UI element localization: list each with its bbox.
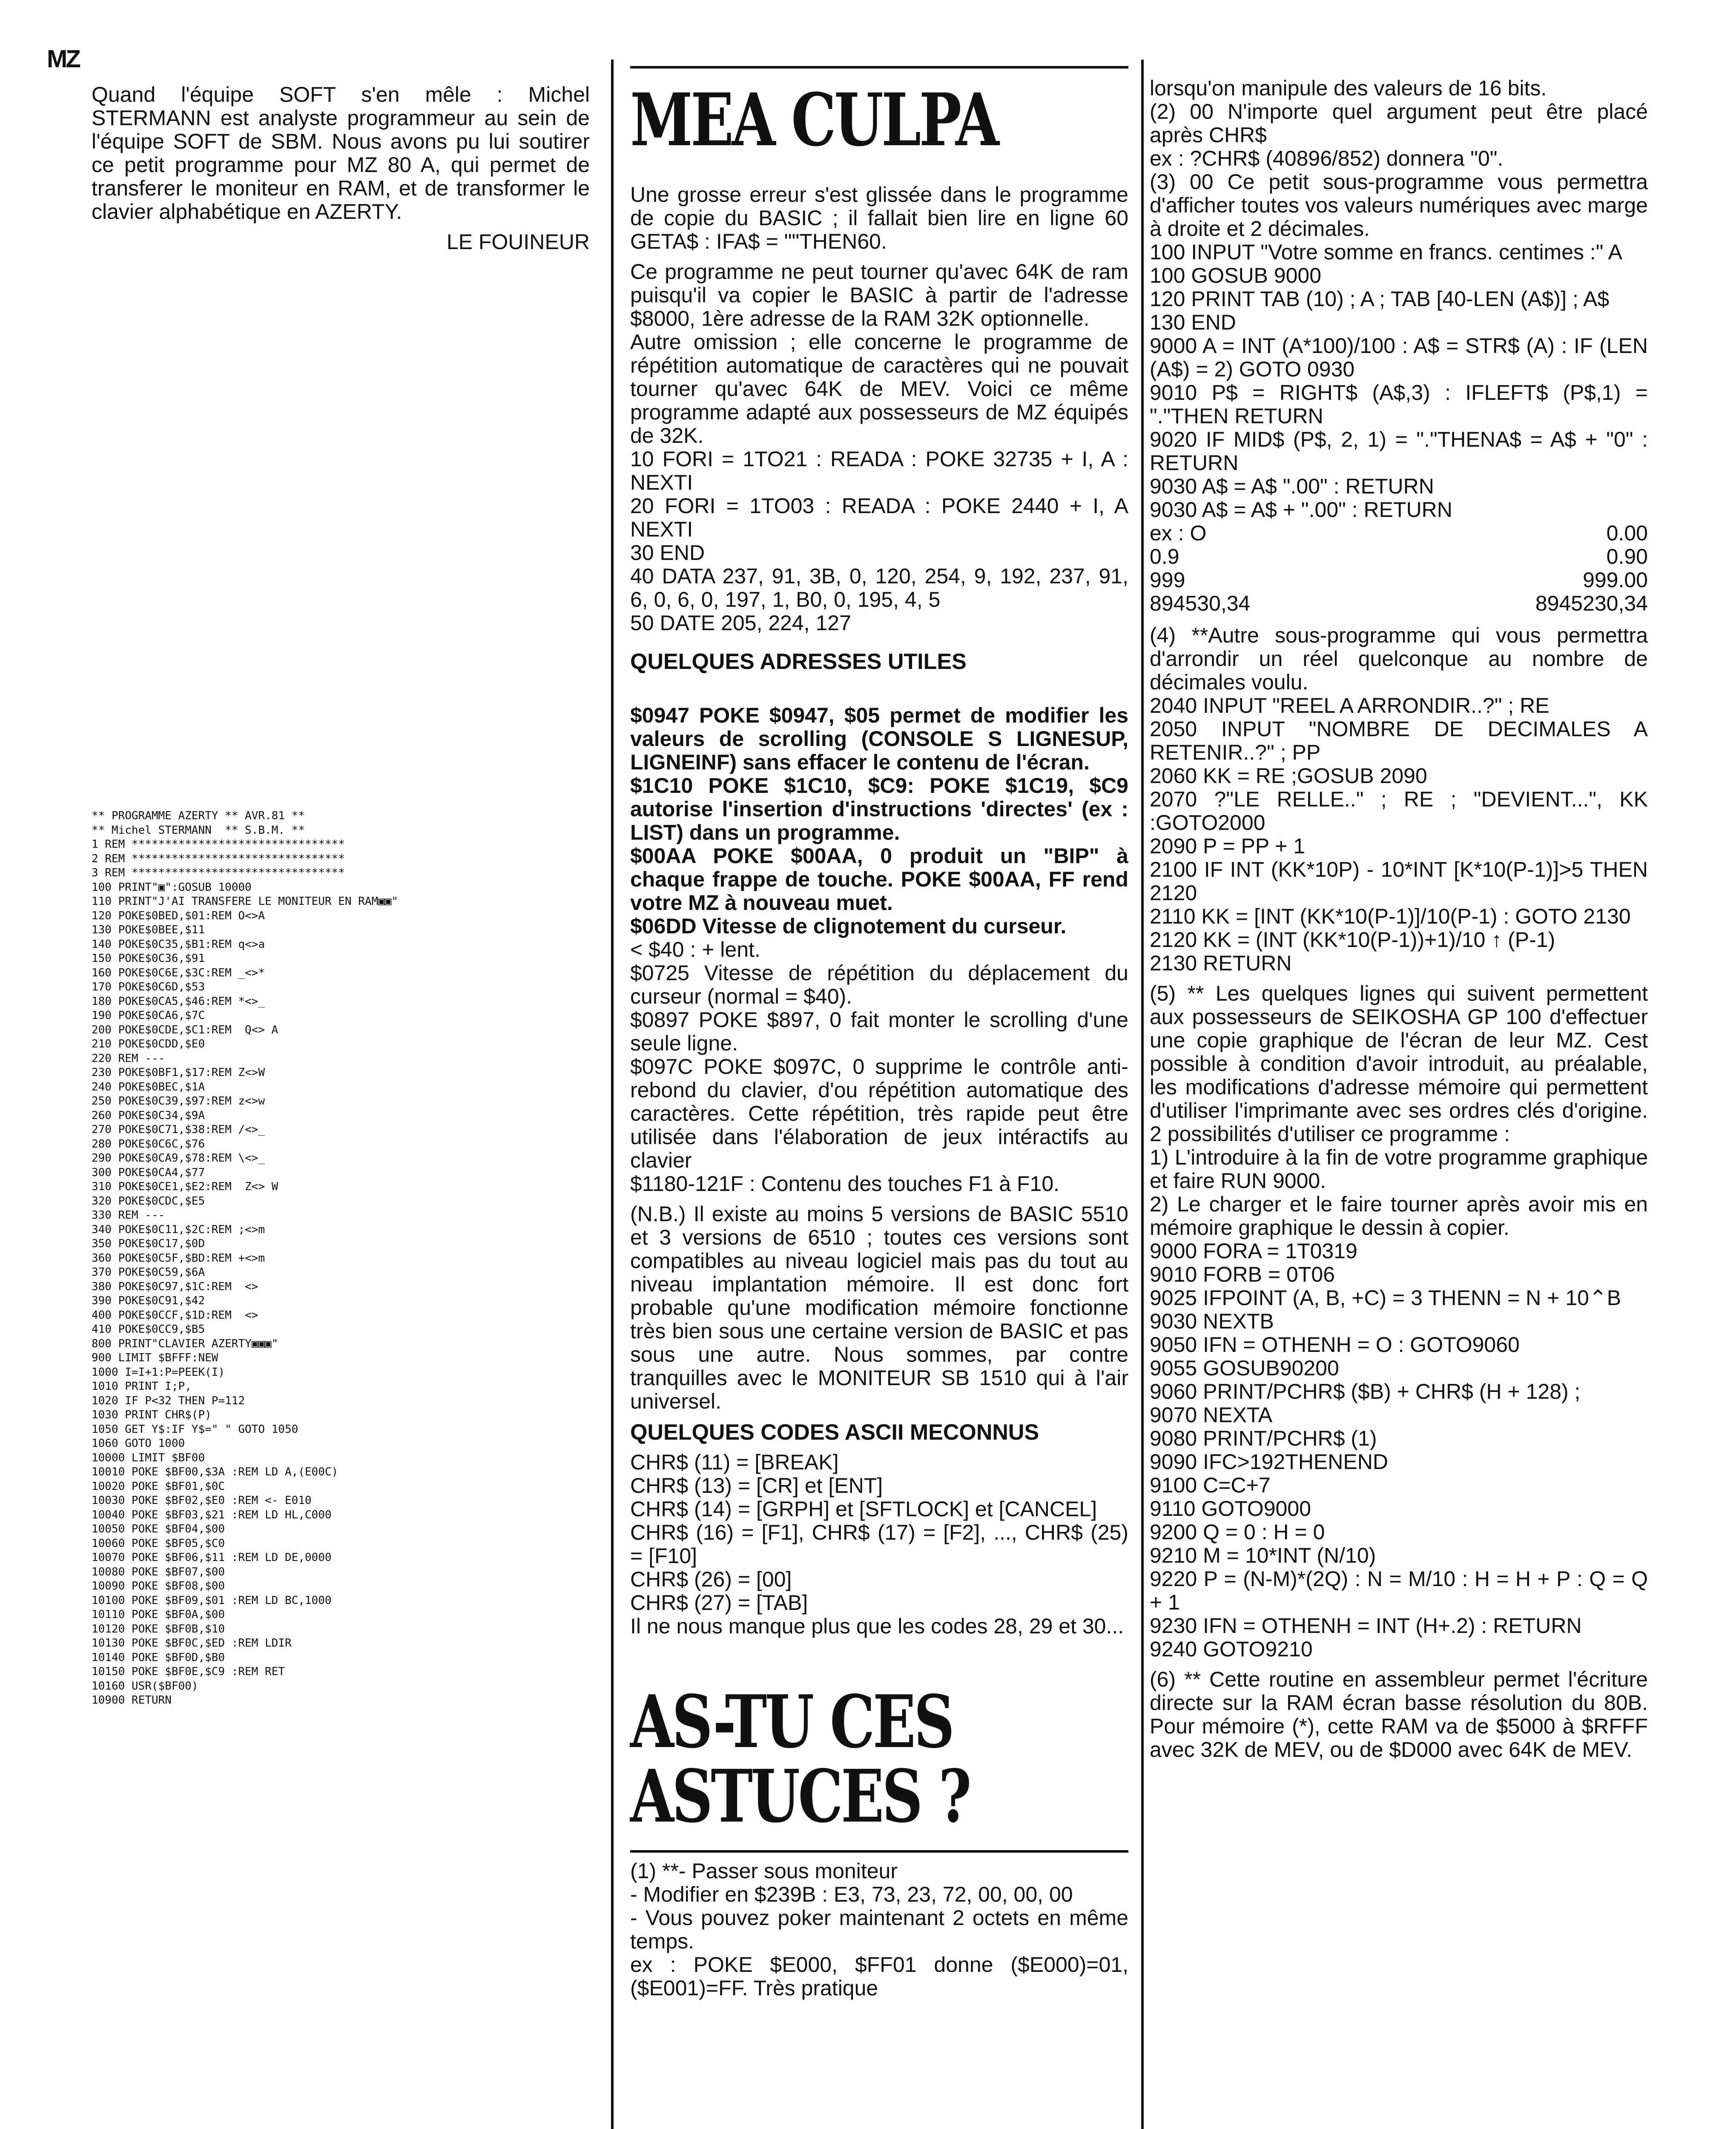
signature: LE FOUINEUR: [446, 230, 590, 254]
listing-line: 10100 POKE $BF09,$01 :REM LD BC,1000: [92, 1594, 332, 1607]
listing-line: 10040 POKE $BF03,$21 :REM LD HL,C000: [92, 1508, 332, 1521]
headline-astuces-2: ASTUCES ?: [630, 1754, 970, 1839]
listing-line: 1030 PRINT CHR$(P): [92, 1409, 212, 1421]
listing-line: 10900 RETURN: [92, 1694, 172, 1707]
tips-part-2: (4) **Autre sous-programme qui vous permettra d'arrondir un réel quelconque au nombre de décimales voulu. 2040 INPUT "REEL A ARRONDIR..?" ; RE 2050 INPUT "NOMBRE DE DECIMALES A RETENIR..?" ; PP 2060 KK = RE ;GOSUB 2090 2070 ?"LE RELLE.." ; RE ; "DEVIENT...", KK :GOTO2000 2090 P = PP + 1 2100 IF INT (KK*10P) - 10*INT [K*10(P-1)]>5 THEN 2120 2110 KK = [INT (KK*10(P-1)]/10(P-1) : GOTO 2130 2120 KK = (INT (KK*10(P-1))+1)/10 ↑ (P-1) 2130 RETURN: [1150, 623, 1648, 975]
headline-astuces-1: AS-TU CES: [630, 1679, 953, 1765]
subhead-adresses: QUELQUES ADRESSES UTILES: [630, 649, 967, 674]
listing-line: 120 POKE$0BED,$01:REM O<>A: [92, 909, 265, 922]
mz-logo: MZ: [47, 45, 79, 73]
listing-line: 10060 POKE $BF05,$C0: [92, 1537, 225, 1550]
listing-line: 10020 POKE $BF01,$0C: [92, 1480, 225, 1493]
example-row: 999 999.00: [1150, 568, 1648, 592]
listing-line: 340 POKE$0C11,$2C:REM ;<>m: [92, 1223, 265, 1236]
listing-line: 10010 POKE $BF00,$3A :REM LD A,(E00C): [92, 1466, 339, 1478]
listing-line: 140 POKE$0C35,$B1:REM q<>a: [92, 938, 265, 951]
column-rule-left: [611, 60, 614, 2129]
listing-line: 2 REM ********************************: [92, 852, 345, 865]
listing-line: 1060 GOTO 1000: [92, 1437, 185, 1450]
listing-line: ** PROGRAMME AZERTY ** AVR.81 **: [92, 809, 305, 822]
example-row: 0.9 0.90: [1150, 545, 1648, 568]
tips-part-1: lorsqu'on manipule des valeurs de 16 bits. (2) 00 N'importe quel argument peut être placé après CHR$ ex : ?CHR$ (40896/852) donnera "0". (3) 00 Ce petit sous-programme vous permettra d'afficher toutes vos valeurs numériques avec marge à droite et 2 décimales. 100 INPUT "Votre somme en francs. centimes :" A 100 GOSUB 9000 120 PRINT TAB (10) ; A ; TAB [40-LEN (A$)] ; A$ 130 END 9000 A = INT (A*100)/100 : A$ = STR$ (A) : IF (LEN (A$) = 2) GOTO 0930 9010 P$ = RIGHT$ (A$,3) : IFLEFT$ (P$,1) = "."THEN RETURN 9020 IF MID$ (P$, 2, 1) = "."THENA$ = A$ + "0" : RETURN 9030 A$ = A$ ".00" : RETURN 9030 A$ = A$ + ".00" : RETURN: [1150, 76, 1648, 522]
listing-line: 220 REM ---: [92, 1052, 165, 1065]
listing-line: 110 PRINT"J'AI TRANSFERE LE MONITEUR EN RAM▣▣": [92, 895, 399, 908]
listing-line: 10070 POKE $BF06,$11 :REM LD DE,0000: [92, 1551, 332, 1564]
tips-part-3: (5) ** Les quelques lignes qui suivent permettent aux possesseurs de SEIKOSHA GP 100 d'effectuer une copie graphique de l'écran de leur MZ. Cest possible à condition d'avoir introduit, au préalable, les modifications d'adresse mémoire qui permettent d'utiliser l'imprimante avec ses ordres clés d'origine. 2 possibilités d'utiliser ce programme : 1) L'introduire à la fin de votre programme graphique et faire RUN 9000. 2) Le charger et le faire tourner après avoir mis en mémoire graphique le dessin à copier. 9000 FORA = 1T0319 9010 FORB = 0T06 9025 IFPOINT (A, B, +C) = 3 THENN = N + 10⌃B 9030 NEXTB 9050 IFN = OTHENH = O : GOTO9060 9055 GOSUB90200 9060 PRINT/PCHR$ ($B) + CHR$ (H + 128) ; 9070 NEXTA 9080 PRINT/PCHR$ (1) 9090 IFC>192THENEND 9100 C=C+7 9110 GOTO9000 9200 Q = 0 : H = 0 9210 M = 10*INT (N/10) 9220 P = (N-M)*(2Q) : N = M/10 : H = H + P : Q = Q + 1 9230 IFN = OTHENH = INT (H+.2) : RETURN 9240 GOTO9210: [1150, 981, 1648, 1661]
column-middle: [630, 70, 1128, 2007]
listing-line: 330 REM ---: [92, 1209, 165, 1222]
column-rule-right: [1141, 60, 1144, 2129]
listing-line: 10150 POKE $BF0E,$C9 :REM RET: [92, 1665, 285, 1678]
program-listing: [92, 809, 594, 1708]
listing-line: 210 POKE$0CDD,$E0: [92, 1038, 205, 1050]
listing-line: 800 PRINT"CLAVIER AZERTY▣▣▣": [92, 1337, 278, 1350]
program-paragraph: Ce programme ne peut tourner qu'avec 64K de ram puisqu'il va copier le BASIC à partir de l'adresse $8000, 1ère adresse de la RAM 32K optionnelle. Autre omission ; elle concerne le programme de répétition automatique de caractères qui ne pouvait tourner qu'avec 64K de MEV. Voici ce même programme adapté aux possesseurs de MZ équipés de 32K. 10 FORI = 1TO21 : READA : POKE 32735 + I, A : NEXTI 20 FORI = 1TO03 : READA : POKE 2440 + I, A NEXTI 30 END 40 DATA 237, 91, 3B, 0, 120, 254, 9, 192, 237, 91, 6, 0, 6, 0, 197, 1, B0, 0, 195, 4, 5 50 DATE 205, 224, 127: [630, 260, 1128, 635]
listing-line: ** Michel STERMANN ** S.B.M. **: [92, 823, 305, 837]
listing-line: 400 POKE$0CCF,$1D:REM <>: [92, 1308, 258, 1322]
listing-line: 350 POKE$0C17,$0D: [92, 1237, 205, 1250]
listing-line: 170 POKE$0C6D,$53: [92, 981, 205, 993]
listing-line: 1000 I=I+1:P=PEEK(I): [92, 1366, 225, 1379]
example-row: ex : O 0.00: [1150, 521, 1648, 545]
listing-line: 10110 POKE $BF0A,$00: [92, 1608, 225, 1621]
listing-line: 1 REM ********************************: [92, 838, 345, 851]
listing-line: 900 LIMIT $BFFF:NEW: [92, 1351, 218, 1364]
listing-line: 130 POKE$0BEE,$11: [92, 924, 205, 936]
addresses-normal: < $40 : + lent. $0725 Vitesse de répétition du déplacement du curseur (normal = $40). $0897 POKE $897, 0 fait monter le scrolling d'une seule ligne. $097C POKE $097C, 0 supprime le contrôle anti-rebond du clavier, d'ou répétition automatique des caractères. Cette répétition, très rapide peut être utilisée dans l'élaboration de jeux intéractifs au clavier $1180-121F : Contenu des touches F1 à F10.: [630, 938, 1128, 1196]
listing-line: 10080 POKE $BF07,$00: [92, 1565, 225, 1578]
listing-line: 370 POKE$0C59,$6A: [92, 1266, 205, 1279]
headline-mea-culpa: MEA CULPA: [630, 77, 998, 163]
listing-line: 10140 POKE $BF0D,$B0: [92, 1651, 225, 1664]
listing-line: 1010 PRINT I;P,: [92, 1380, 192, 1393]
listing-line: 230 POKE$0BF1,$17:REM Z<>W: [92, 1066, 265, 1079]
listing-line: 160 POKE$0C6E,$3C:REM _<>*: [92, 966, 265, 979]
addresses-bold: $0947 POKE $0947, $05 permet de modifier les valeurs de scrolling (CONSOLE S LIGNESUP, LIGNEINF) sans effacer le contenu de l'écran. $1C10 POKE $1C10, $C9: POKE $1C19, $C9 autorise l'insertion d'instructions 'directes' (ex : LIST) dans un programme. $00AA POKE $00AA, 0 produit un "BIP" à chaque frappe de touche. POKE $00AA, FF rend votre MZ à nouveau muet. $06DD Vitesse de clignotement du curseur.: [630, 703, 1128, 938]
ascii-codes: CHR$ (11) = [BREAK] CHR$ (13) = [CR] et [ENT] CHR$ (14) = [GRPH] et [SFTLOCK] et [CANCEL] CHR$ (16) = [F1], CHR$ (17) = [F2], ..., CHR$ (25) = [F10] CHR$ (26) = [00] CHR$ (27) = [TAB] Il ne nous manque plus que les codes 28, 29 et 30...: [630, 1450, 1128, 1638]
listing-line: 240 POKE$0BEC,$1A: [92, 1080, 205, 1093]
listing-line: 180 POKE$0CA5,$46:REM *<>_: [92, 995, 265, 1008]
examples-table: [1150, 522, 1648, 615]
listing-line: 10090 POKE $BF08,$00: [92, 1580, 225, 1592]
listing-line: 310 POKE$0CE1,$E2:REM Z<> W: [92, 1180, 278, 1193]
listing-line: 190 POKE$0CA6,$7C: [92, 1009, 205, 1022]
nb-paragraph: (N.B.) Il existe au moins 5 versions de BASIC 5510 et 3 versions de 6510 ; toutes ces versions sont compatibles au niveau logiciel mais pas du tout au niveau implantation mémoire. Il est donc fort probable qu'une modification mémoire fonctionne très bien sous une certaine version de BASIC et pas sous une autre. Nous sommes, par contre tranquilles avec le MONITEUR SB 1510 qui à l'air universel.: [630, 1202, 1128, 1413]
listing-line: 270 POKE$0C71,$38:REM /<>_: [92, 1123, 265, 1136]
listing-line: 390 POKE$0C91,$42: [92, 1294, 205, 1307]
listing-line: 300 POKE$0CA4,$77: [92, 1166, 205, 1179]
top-rule: [630, 66, 1128, 69]
listing-line: 280 POKE$0C6C,$76: [92, 1137, 205, 1151]
listing-line: 1050 GET Y$:IF Y$=" " GOTO 1050: [92, 1423, 298, 1436]
tips-part-4: (6) ** Cette routine en assembleur permet l'écriture directe sur la RAM écran basse résolution du 80B. Pour mémoire (*), cette RAM va de $5000 à $RFFF avec 32K de MEV, ou de $D000 avec 64K de MEV.: [1150, 1667, 1648, 1762]
column-right: [1150, 77, 1648, 1768]
intro-paragraph: Quand l'équipe SOFT s'en mêle : Michel STERMANN est analyste programmeur au sein de l'équipe SOFT de SBM. Nous avons pu lui soutirer ce petit programme pour MZ 80 A, qui permet de transferer le moniteur en RAM, et de transformer le clavier alphabétique en AZERTY.: [92, 83, 590, 224]
listing-line: 10030 POKE $BF02,$E0 :REM <- E010: [92, 1494, 312, 1507]
listing-line: 10000 LIMIT $BF00: [92, 1451, 205, 1464]
listing-line: 1020 IF P<32 THEN P=112: [92, 1394, 245, 1407]
listing-line: 10160 USR($BF00): [92, 1679, 198, 1693]
listing-line: 150 POKE$0C36,$91: [92, 952, 205, 965]
listing-line: 10130 POKE $BF0C,$ED :REM LDIR: [92, 1637, 292, 1650]
column-left: [92, 83, 590, 261]
listing-line: 100 PRINT"▣":GOSUB 10000: [92, 881, 252, 894]
listing-line: 290 POKE$0CA9,$78:REM \<>_: [92, 1152, 265, 1165]
subhead-ascii: QUELQUES CODES ASCII MECONNUS: [630, 1420, 1039, 1445]
listing-line: 10120 POKE $BF0B,$10: [92, 1622, 225, 1635]
astuces-paragraph: (1) **- Passer sous moniteur - Modifier en $239B : E3, 73, 23, 72, 00, 00, 00 - Vous pouvez poker maintenant 2 octets en même temps. ex : POKE $E000, $FF01 donne ($E000)=01, ($E001)=FF. Très pratique: [630, 1859, 1128, 2000]
mea-culpa-paragraph: Une grosse erreur s'est glissée dans le programme de copie du BASIC ; il fallait bien lire en ligne 60 GETA$ : IFA$ = ""THEN60.: [630, 183, 1128, 253]
listing-line: 250 POKE$0C39,$97:REM z<>w: [92, 1095, 265, 1108]
listing-line: 260 POKE$0C34,$9A: [92, 1109, 205, 1122]
listing-line: 200 POKE$0CDE,$C1:REM Q<> A: [92, 1023, 278, 1036]
listing-line: 320 POKE$0CDC,$E5: [92, 1194, 205, 1208]
example-row: 894530,34 8945230,34: [1150, 591, 1648, 615]
listing-line: 410 POKE$0CC9,$B5: [92, 1323, 205, 1336]
listing-line: 380 POKE$0C97,$1C:REM <>: [92, 1280, 258, 1293]
listing-line: 3 REM ********************************: [92, 867, 345, 879]
listing-line: 360 POKE$0C5F,$BD:REM +<>m: [92, 1251, 265, 1265]
listing-line: 10050 POKE $BF04,$00: [92, 1523, 225, 1535]
